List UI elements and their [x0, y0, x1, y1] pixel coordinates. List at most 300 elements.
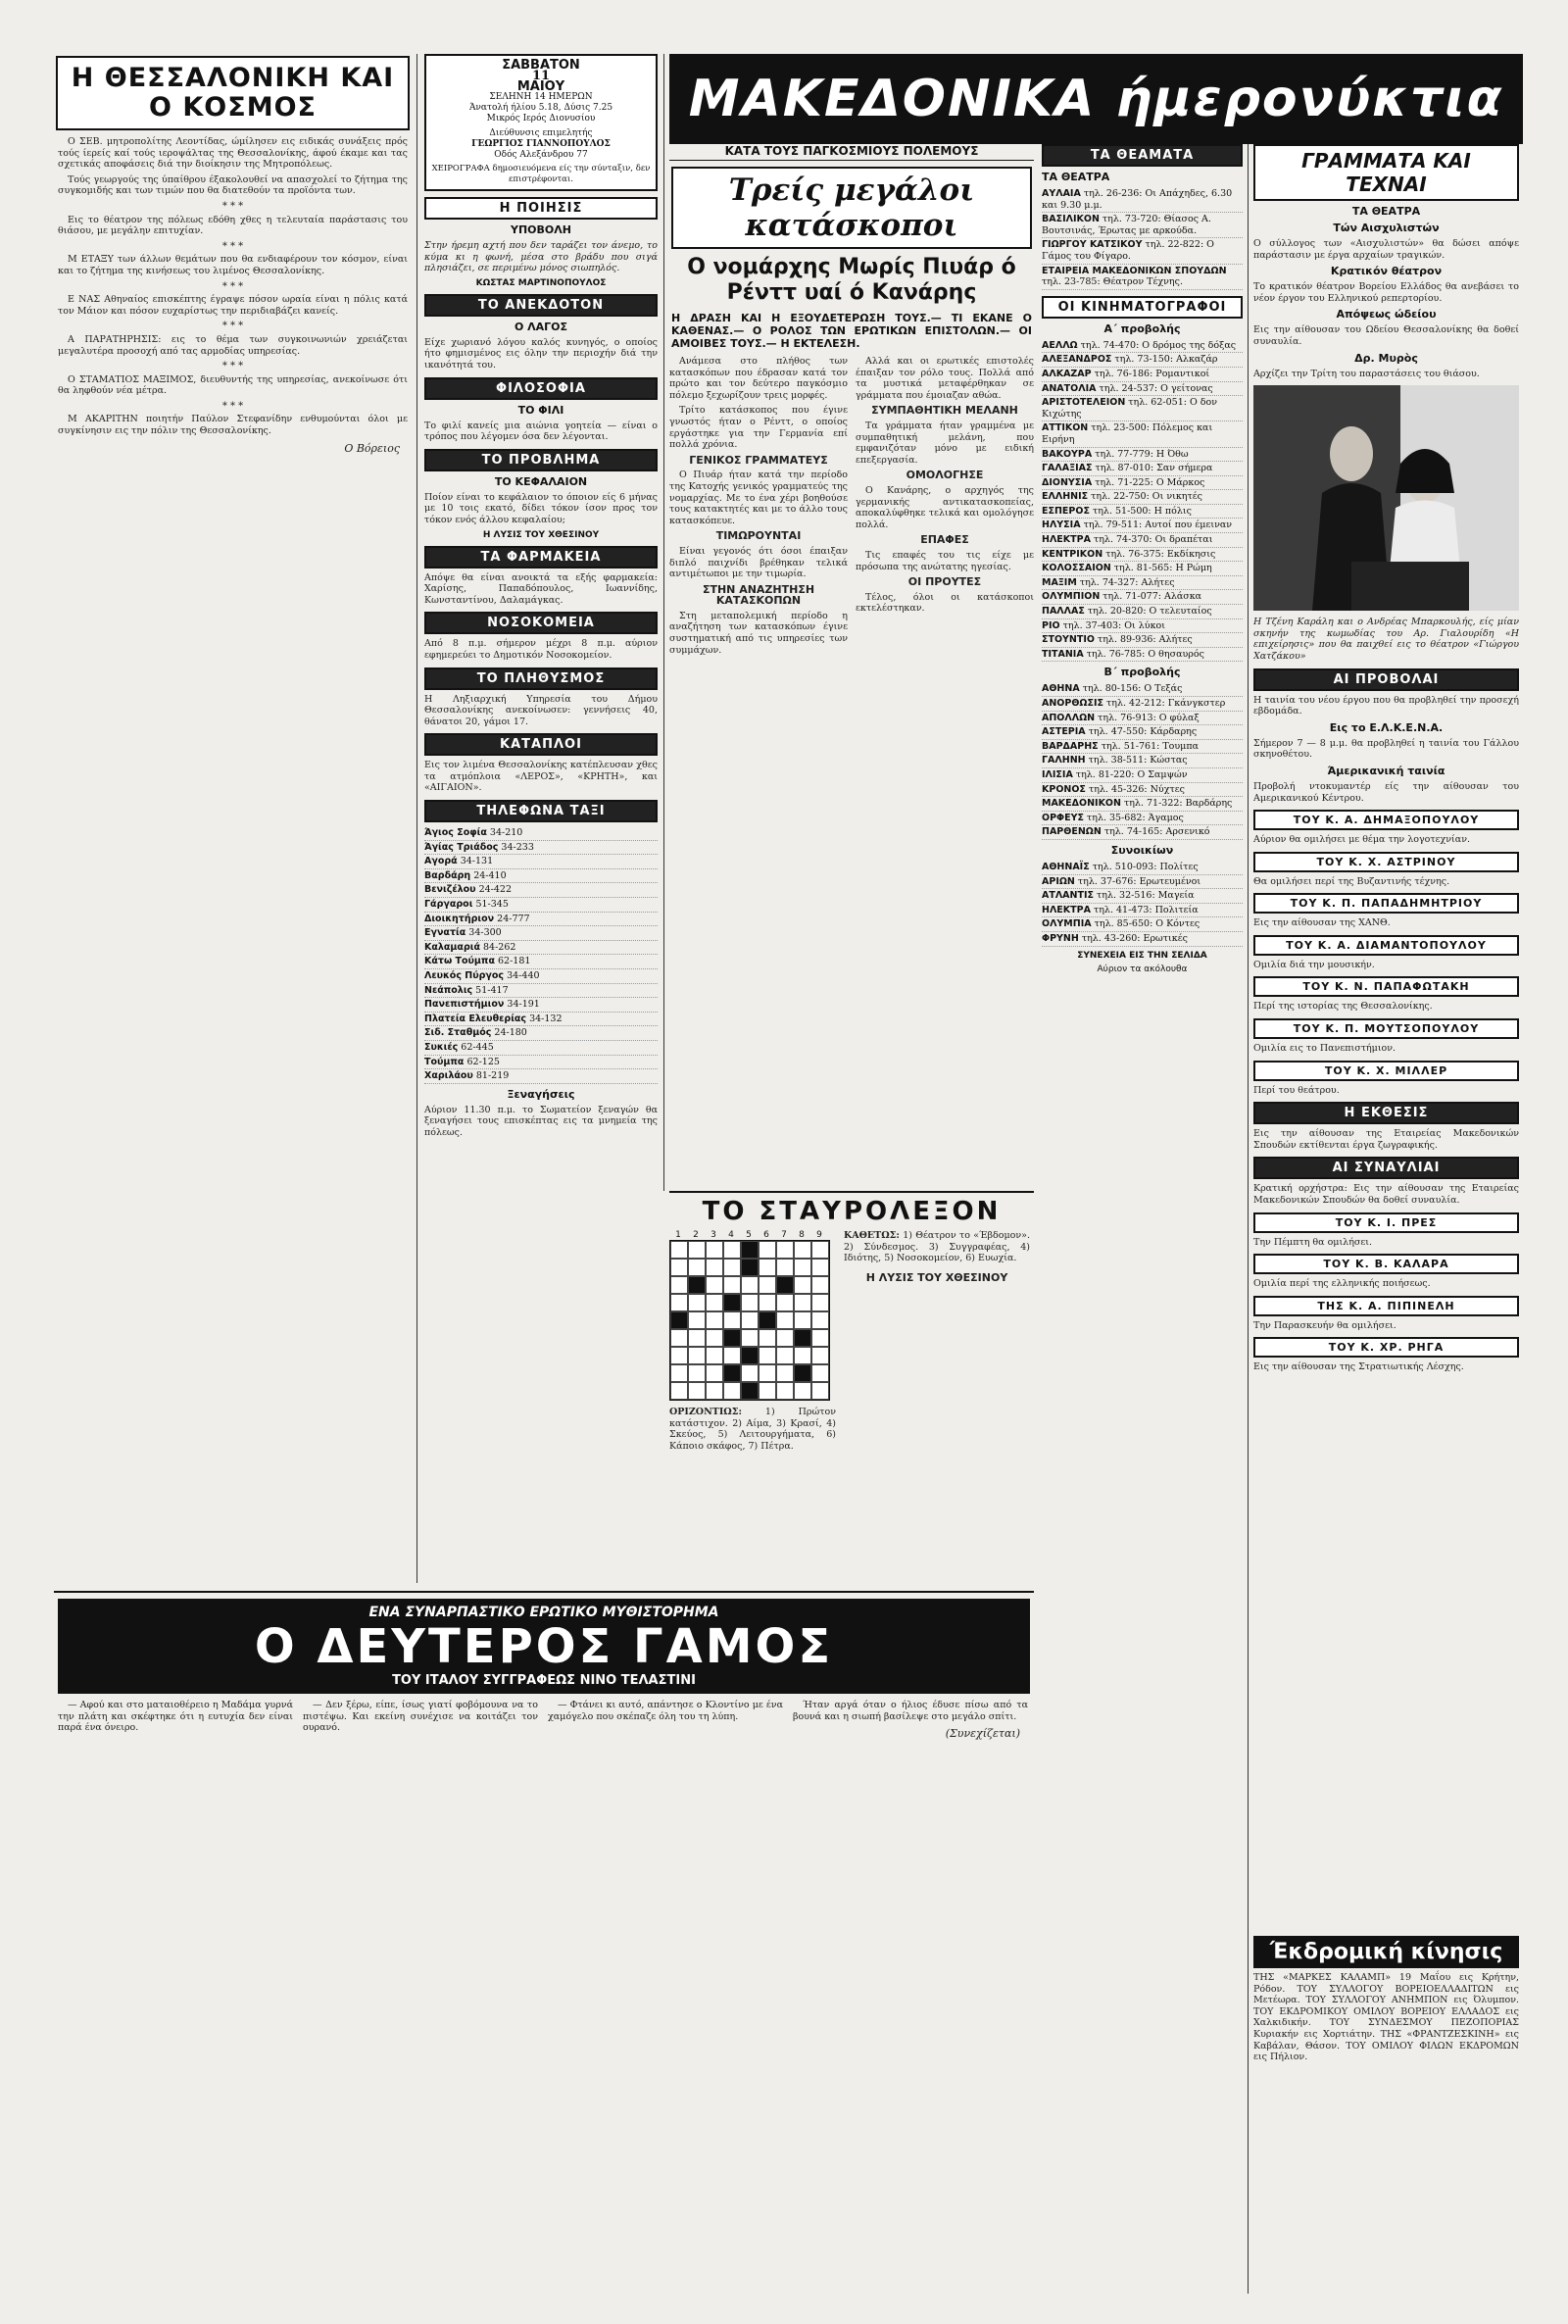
theater-entry-name: ΑΥΛΑΙΑ	[1042, 188, 1081, 199]
crossword-cell[interactable]	[670, 1382, 688, 1400]
crossword-cell[interactable]	[688, 1364, 706, 1382]
taxi-entry-info: 84-262	[479, 941, 516, 953]
crossword-cell[interactable]	[741, 1347, 759, 1364]
story-paragraph: Τις επαφές του τις είχε με πρόσωπα της ανώτατης ηγεσίας.	[856, 549, 1034, 572]
theater-entry	[1042, 238, 1243, 264]
taxi-entry-info: 24-422	[475, 884, 513, 896]
crossword-number: 7	[781, 1230, 787, 1240]
crossword-cell[interactable]	[706, 1347, 723, 1364]
taxi-entry	[424, 1013, 658, 1027]
story-paragraph: Τέλος, όλοι οι κατάσκοποι εκτελέστηκαν.	[856, 591, 1034, 615]
tomorrow-note: Αύριον τα ακόλουθα	[1097, 964, 1188, 974]
left-paragraph: Ε ΝΑΣ Αθηναίος επισκέπτης έγραψε πόσον ωραία είναι η πόλις κατά τον Μάιον και πόσον ευχαρίστως την περιδιαβάζει κανείς.	[58, 294, 408, 317]
anecdote-subtitle: Ο ΛΑΓΟΣ	[514, 320, 568, 333]
crossword-cell[interactable]	[811, 1294, 829, 1311]
photo-illustration	[1253, 385, 1519, 611]
taxi-entry-info: 34-132	[526, 1013, 563, 1024]
taxi-entry-name: Άγιος Σοφία	[424, 827, 487, 839]
taxi-entry-name: Νεάπολις	[424, 984, 473, 996]
crossword-cell[interactable]	[759, 1241, 776, 1259]
down-clues: 1) Θέατρον το «Έβδομον». 2) Σύνδεσμος. 3) Συγγραφέας, 4) Ιδιότης, 5) Νοσοκομείον, 6) Ευωχία.	[844, 1230, 1030, 1264]
taxi-entry-name: Διοικητήριον	[424, 913, 495, 924]
lectures-list-2	[1253, 1212, 1519, 1373]
crossword-cell[interactable]	[794, 1276, 811, 1294]
serial-paragraph: Ήταν αργά όταν ο ήλιος έδυσε πίσω από τα βουνά και η σιωπή βασίλεψε στο μεγάλο σπίτι.	[793, 1700, 1028, 1722]
crossword-number: 1	[675, 1230, 681, 1240]
crossword-cell[interactable]	[706, 1259, 723, 1276]
taxi-entry-info: 34-191	[504, 999, 540, 1011]
crossword-cell[interactable]	[723, 1382, 741, 1400]
taxi-entry	[424, 969, 658, 984]
crossword-cell[interactable]	[776, 1347, 794, 1364]
cinema-entry-name: ΠΑΛΛΑΣ	[1042, 606, 1085, 618]
section-taxi: ΤΗΛΕΦΩΝΑ ΤΑΞΙ	[424, 800, 658, 822]
crossword-cell[interactable]	[759, 1347, 776, 1364]
crossword-number: 9	[816, 1230, 822, 1240]
poet-name: ΚΩΣΤΑΣ ΜΑΡΤΙΝΟΠΟΥΛΟΣ	[475, 277, 607, 288]
cinema-entry-info: τηλ. 81-220: Ο Σαμψών	[1072, 768, 1188, 780]
crossword-cell[interactable]	[688, 1276, 706, 1294]
cinema-entry-info: τηλ. 510-093: Πολίτες	[1089, 861, 1199, 872]
left-paragraph: Μ ΑΚΑΡΙΤΗΝ ποιητήν Παύλον Στεφανίδην ενθυμούνται όλοι με συγκίνησιν εις την πόλιν της Θεσσαλονίκης.	[58, 414, 408, 437]
cinema-entry	[1042, 382, 1243, 397]
taxi-entry-name: Πανεπιστήμιον	[424, 999, 505, 1011]
cinema-entry-info: τηλ. 76-186: Ρομαντικοί	[1091, 368, 1210, 379]
cinema-entry-name: ΓΑΛΑΞΙΑΣ	[1042, 463, 1093, 474]
lecture-heading: ΤΟΥ Κ. ΧΡ. ΡΗΓΑ	[1253, 1337, 1519, 1358]
left-text	[54, 136, 412, 454]
story-subheading: ΣΥΜΠΑΘΗΤΙΚΗ ΜΕΛΑΝΗ	[871, 404, 1018, 418]
cinema-entry	[1042, 421, 1243, 447]
story-paragraph: Στη μεταπολεμική περίοδο η αναζήτηση των κατασκόπων έγινε συστηματική από τις υπηρεσίες των συμμάχων.	[669, 610, 848, 656]
story-column-1	[669, 356, 848, 660]
separator: * * *	[221, 361, 244, 372]
crossword-cell[interactable]	[811, 1364, 829, 1382]
crossword-cell[interactable]	[741, 1311, 759, 1329]
crossword-cell[interactable]	[811, 1259, 829, 1276]
taxi-entry-name: Συκιές	[424, 1041, 459, 1053]
crossword-cell[interactable]	[794, 1364, 811, 1382]
crossword-cell[interactable]	[706, 1364, 723, 1382]
taxi-entry	[424, 1041, 658, 1056]
cinema-entry-info: τηλ. 87-010: Σαν σήμερα	[1092, 463, 1213, 474]
story-subheading: ΟΙ ΠΡΟΥΤΕΣ	[907, 575, 982, 589]
cinema-list-second	[1042, 682, 1243, 840]
crossword-cell[interactable]	[670, 1364, 688, 1382]
poem-text: Στην ήρεμη αχτή που δεν ταράζει τον άνεμο, το κύμα κι η φωνή, μέσα στο βράδυ που σιγά πλησιάζει, σε περιμένω μόνος σιωπηλός.	[424, 240, 658, 274]
lecture-text: Την Πέμπτη θα ομιλήσει.	[1253, 1236, 1373, 1248]
cinema-entry-info: τηλ. 20-820: Ο τελευταίος	[1084, 606, 1212, 618]
taxi-entry-info: 62-125	[464, 1056, 500, 1067]
column-rule	[663, 54, 664, 1191]
lecture-heading: ΤΟΥ Κ. Π. ΜΟΥΤΣΟΠΟΥΛΟΥ	[1253, 1018, 1519, 1039]
crossword-cell[interactable]	[776, 1241, 794, 1259]
lecture-text: Την Παρασκευήν θα ομιλήσει.	[1253, 1319, 1396, 1331]
philosophy-text: Το φιλί κανείς μια αιώνια γοητεία — είναι ο τρόπος που λέγομεν όσα δεν λέγονται.	[424, 420, 658, 443]
taxi-entry-info: 34-300	[466, 927, 502, 939]
cinema-entry-name: ΜΑΚΕΔΟΝΙΚΟΝ	[1042, 798, 1121, 810]
cinema-entry-info: τηλ. 73-150: Αλκαζάρ	[1111, 354, 1218, 366]
crossword-cell[interactable]	[794, 1259, 811, 1276]
cinema-entry	[1042, 505, 1243, 519]
section-screenings: ΑΙ ΠΡΟΒΟΛΑΙ	[1253, 668, 1519, 691]
masthead	[669, 54, 1523, 144]
separator: * * *	[221, 280, 244, 292]
moon-info: ΣΕΛΗΝΗ 14 ΗΜΕΡΩΝ	[489, 92, 593, 102]
arts-heading: Εις το Ε.Λ.Κ.Ε.Ν.Α.	[1329, 720, 1444, 734]
cinema-entry-name: ΟΛΥΜΠΙΑ	[1042, 918, 1092, 930]
cinema-entry-name: ΓΑΛΗΝΗ	[1042, 755, 1086, 766]
taxi-entry-name: Λευκός Πύργος	[424, 970, 505, 981]
crossword-cell[interactable]	[688, 1294, 706, 1311]
cinema-entry-info: τηλ. 38-511: Κώστας	[1085, 755, 1188, 766]
crossword-cell[interactable]	[670, 1294, 688, 1311]
down-label: ΚΑΘΕΤΩΣ:	[844, 1230, 900, 1241]
cinema-entry	[1042, 353, 1243, 368]
separator: * * *	[221, 400, 244, 412]
crossword-cell[interactable]	[670, 1311, 688, 1329]
cinema-entry-info: τηλ. 35-682: Άγαμος	[1083, 812, 1184, 823]
taxi-entry	[424, 1069, 658, 1084]
crossword-cell[interactable]	[776, 1364, 794, 1382]
taxi-entry	[424, 869, 658, 884]
cinema-entry	[1042, 368, 1243, 382]
left-paragraph: Εις το θέατρον της πόλεως εδόθη χθες η τελευταία παράστασις του θιάσου, με μεγάλην επιτυχίαν.	[58, 214, 408, 237]
crossword-cell[interactable]	[741, 1294, 759, 1311]
crossword-cell[interactable]	[794, 1329, 811, 1347]
story-subheading: ΣΤΗΝ ΑΝΑΖΗΤΗΣΗ ΚΑΤΑΣΚΟΠΩΝ	[702, 582, 815, 608]
serial-column	[303, 1700, 538, 1746]
cinema-entry	[1042, 339, 1243, 354]
crossword-cell[interactable]	[723, 1259, 741, 1276]
crossword-cell[interactable]	[776, 1276, 794, 1294]
crossword-cell[interactable]	[776, 1311, 794, 1329]
crossword-cell[interactable]	[759, 1259, 776, 1276]
taxi-entry	[424, 984, 658, 999]
crossword-cell[interactable]	[723, 1241, 741, 1259]
cinema-entry	[1042, 519, 1243, 533]
crossword-cell[interactable]	[811, 1276, 829, 1294]
crossword-cell[interactable]	[741, 1276, 759, 1294]
taxi-entry-name: Πλατεία Ελευθερίας	[424, 1013, 527, 1024]
taxi-entry-name: Κάτω Τούμπα	[424, 956, 495, 967]
crossword-cell[interactable]	[794, 1311, 811, 1329]
crossword-cell[interactable]	[670, 1276, 688, 1294]
crossword-cell[interactable]	[811, 1382, 829, 1400]
lecture-text: Ομιλία διά την μουσικήν.	[1253, 959, 1375, 970]
story-paragraph: Ο Πιυάρ ήταν κατά την περίοδο της Κατοχής γενικός γραμματεύς της νομαρχίας. Με το ένα χέρι βοηθούσε τους κατακτητές και με το άλλο τους κατασκόπευε.	[669, 470, 848, 526]
cinema-entry-name: ΟΡΦΕΥΣ	[1042, 812, 1084, 823]
masthead-title: ΜΑΚΕΔΟΝΙΚΑ ήμερονύκτια	[688, 70, 1504, 128]
crossword-cell[interactable]	[706, 1294, 723, 1311]
cinema-entry-name: ΗΛΥΣΙΑ	[1042, 519, 1081, 531]
cinema-entry-name: ΔΙΟΝΥΣΙΑ	[1042, 476, 1093, 488]
cinema-entry-name: ΑΕΛΛΩ	[1042, 339, 1078, 351]
crossword-cell[interactable]	[723, 1294, 741, 1311]
serial-kicker: ΕΝΑ ΣΥΝΑΡΠΑΣΤΙΚΟ ΕΡΩΤΙΚΟ ΜΥΘΙΣΤΟΡΗΜΑ	[368, 1605, 719, 1620]
crossword-cell[interactable]	[741, 1382, 759, 1400]
cinema-entry-name: ΑΛΚΑΖΑΡ	[1042, 368, 1092, 379]
cinema-entry-name: ΗΛΕΚΤΡΑ	[1042, 534, 1091, 546]
cinema-entry	[1042, 462, 1243, 476]
cinema-entry-info: τηλ. 45-326: Νύχτες	[1085, 783, 1185, 795]
lecture-text: Ομιλία εις το Πανεπιστήμιον.	[1253, 1043, 1396, 1055]
sun-info: Άνατολή ήλίου 5.18, Δύσις 7.25	[468, 103, 613, 113]
cinema-entry-name: ΒΑΡΔΑΡΗΣ	[1042, 740, 1099, 752]
taxi-entry-info: 24-410	[470, 869, 507, 881]
crossword-cell[interactable]	[811, 1241, 829, 1259]
population-text: Η Ληξιαρχική Υπηρεσία του Δήμου Θεσσαλονίκης ανεκοίνωσεν: γεννήσεις 40, θάνατοι 20, γάμοι 17.	[424, 693, 658, 727]
serial-continued: (Συνεχίζεται)	[945, 1727, 1020, 1741]
cinema-entry-name: ΦΡΥΝΗ	[1042, 932, 1079, 944]
crossword-cell[interactable]	[706, 1276, 723, 1294]
taxi-entry	[424, 941, 658, 956]
excursions-title: Έκδρομική κίνησις	[1253, 1936, 1519, 1968]
story-paragraph: Ο Κανάρης, ο αρχηγός της γερμανικής αντικατασκοπείας, αποκαλύφθηκε τελικά και ομολόγησε πολλά.	[856, 484, 1034, 530]
crossword-cell[interactable]	[741, 1259, 759, 1276]
cinema-entry-info: τηλ. 37-403: Οι λύκοι	[1059, 619, 1165, 631]
story-column-2	[856, 356, 1034, 660]
crossword-cell[interactable]	[794, 1347, 811, 1364]
arts-heading: Τών Αισχυλιστών	[1333, 222, 1440, 234]
crossword-cell[interactable]	[759, 1294, 776, 1311]
cinema-entry	[1042, 797, 1243, 812]
taxi-entry-info: 34-440	[504, 970, 540, 981]
crossword-cell[interactable]	[688, 1347, 706, 1364]
crossword-area	[669, 1191, 1034, 1585]
crossword-cell[interactable]	[759, 1364, 776, 1382]
across-clues: 1) Πρώτον κατάστιχον. 2) Αίμα, 3) Κρασί, 4) Σκεύος, 5) Λειτουργήματα, 6) Κάποιο σκάφος, 7) Πέτρα.	[669, 1407, 836, 1452]
lecture-heading: ΤΟΥ Κ. Χ. ΑΣΤΡΙΝΟΥ	[1253, 852, 1519, 872]
left-paragraph: Τούς γεωργούς της ύπαίθρου έξακολουθεί να απασχολεί το ζήτημα της συγκομιδής και των τιμών που θα διατεθούν τα προϊόντα των.	[58, 173, 408, 197]
section-cinemas: ΟΙ ΚΙΝΗΜΑΤΟΓΡΑΦΟΙ	[1042, 296, 1243, 319]
crossword-cell[interactable]	[723, 1276, 741, 1294]
cinema-entry	[1042, 476, 1243, 491]
taxi-entry-name: Τούμπα	[424, 1056, 465, 1067]
cinema-entry	[1042, 590, 1243, 605]
cinema-entry-name: ΟΛΥΜΠΙΟΝ	[1042, 591, 1101, 603]
crossword-cell[interactable]	[759, 1276, 776, 1294]
taxi-entry	[424, 926, 658, 941]
crossword-cell[interactable]	[723, 1347, 741, 1364]
excursions-text: ΤΗΣ «ΜΑΡΚΕΣ ΚΑΛΑΜΠ» 19 Μαΐου εις Κρήτην, Ρόδον. ΤΟΥ ΣΥΛΛΟΓΟΥ ΒΟΡΕΙΟΕΛΛΑΔΙΤΩΝ εις Μετέωρα. ΤΟΥ ΣΥΛΛΟΓΟΥ ΑΝΗΜΠΟΝ εις Όλυμπον. ΤΟΥ ΕΚΔΡΟΜΙΚΟΥ ΟΜΙΛΟΥ ΒΟΡΕΙΟΥ ΕΛΛΑΔΟΣ εις Χαλκιδικήν. ΤΟΥ ΣΥΝΔΕΣΜΟΥ ΠΕΖΟΠΟΡΙΑΣ Κυριακήν εις Χορτιάτην. ΤΗΣ «ΦΡΑΝΤΖΕΣΚΙΝΗ» εις Καβάλαν, Θάσον. ΤΟΥ ΟΜΙΛΟΥ ΦΙΛΩΝ ΕΚΔΡΟΜΩΝ εις Πήλιον.	[1253, 1972, 1519, 2063]
cinema-entry-info: τηλ. 77-779: Η Όθω	[1092, 448, 1189, 460]
problem-text: Ποίον είναι το κεφάλαιον το όποιον είς 6 μήνας με 10 τοις εκατό, δίδει τόκον ίσον προς τον τόκον ενός άλλου κεφαλαίου;	[424, 491, 658, 525]
cinema-entry-name: ΡΙΟ	[1042, 619, 1060, 631]
problem-answer-label: Η ΛΥΣΙΣ ΤΟΥ ΧΘΕΣΙΝΟΥ	[482, 529, 600, 540]
section-anecdote: ΤΟ ΑΝΕΚΔΟΤΟΝ	[424, 294, 658, 317]
poem-title: ΥΠΟΒΟΛΗ	[511, 223, 571, 236]
crossword-cell[interactable]	[723, 1329, 741, 1347]
taxi-entry-info: 24-180	[491, 1027, 527, 1039]
cinema-entry-name: ΑΤΛΑΝΤΙΣ	[1042, 890, 1094, 902]
cinema-entry-name: ΙΛΙΣΙΑ	[1042, 768, 1073, 780]
crossword-cell[interactable]	[776, 1329, 794, 1347]
crossword-cell[interactable]	[670, 1259, 688, 1276]
theater-entry-name: ΕΤΑΙΡΕΙΑ ΜΑΚΕΔΟΝΙΚΩΝ ΣΠΟΥΔΩΝ	[1042, 265, 1227, 276]
crossword-cell[interactable]	[811, 1347, 829, 1364]
cinema-entry-info: τηλ. 47-550: Κάρδαρης	[1085, 726, 1198, 738]
cinema-entry	[1042, 725, 1243, 740]
section-pharmacies: ΤΑ ΦΑΡΜΑΚΕΙΑ	[424, 546, 658, 569]
cinema-entry-name: ΒΑΚΟΥΡΑ	[1042, 448, 1093, 460]
crossword-cell[interactable]	[741, 1329, 759, 1347]
taxi-entry	[424, 998, 658, 1013]
crossword-cell[interactable]	[670, 1329, 688, 1347]
taxi-entry-info: 34-131	[457, 856, 494, 867]
theater-photo	[1253, 385, 1519, 611]
crossword-cell[interactable]	[741, 1241, 759, 1259]
lecture-heading: ΤΟΥ Κ. Α. ΔΙΑΜΑΝΤΟΠΟΥΛΟΥ	[1253, 935, 1519, 956]
cinema-entry	[1042, 917, 1243, 932]
cinema-entry-name: ΚΟΛΟΣΣΑΙΟΝ	[1042, 563, 1111, 574]
cinema-entry-info: τηλ. 41-473: Πολιτεία	[1090, 904, 1199, 915]
crossword-cell[interactable]	[776, 1382, 794, 1400]
crossword-cell[interactable]	[776, 1294, 794, 1311]
arts-text: Το κρατικόν θέατρον Βορείου Ελλάδος θα ανεβάσει το νέον έργον του Ελληνικού ρεπερτορίου.	[1253, 281, 1519, 304]
cinema-entry-info: τηλ. 51-761: Τουμπα	[1098, 740, 1200, 752]
crossword-cell[interactable]	[688, 1311, 706, 1329]
arts-text: Σήμερον 7 — 8 μ.μ. θα προβληθεί η ταινία του Γάλλου σκηνοθέτου.	[1253, 737, 1519, 761]
cinema-entry-name: ΑΠΟΛΛΩΝ	[1042, 712, 1096, 723]
cinema-entry	[1042, 768, 1243, 783]
story-deck: Η ΔΡΑΣΗ ΚΑΙ Η ΕΞΟΥΔΕΤΕΡΩΣΗ ΤΟΥΣ.— ΤΙ ΕΚΑΝΕ Ο ΚΑΘΕΝΑΣ.— Ο ΡΟΛΟΣ ΤΩΝ ΕΡΩΤΙΚΩΝ ΕΠΙΣΤΟΛΩΝ.— ΟΙ ΑΜΟΙΒΕΣ ΤΟΥΣ.— Η ΕΚΤΕΛΕΣΗ.	[671, 312, 1032, 350]
crossword-cell[interactable]	[670, 1347, 688, 1364]
theater-entry-info: τηλ. 73-720: Θίασος Α. Βουτσινάς, Έρωτας με αρκούδα.	[1042, 214, 1211, 236]
crossword-cell[interactable]	[811, 1329, 829, 1347]
story-subheading: ΕΠΑΦΕΣ	[920, 533, 969, 547]
crossword-cell[interactable]	[670, 1241, 688, 1259]
crossword-cell[interactable]	[688, 1241, 706, 1259]
crossword-cell[interactable]	[794, 1382, 811, 1400]
taxi-entry	[424, 1056, 658, 1070]
taxi-entry-info: 51-417	[472, 984, 509, 996]
crossword-cell[interactable]	[811, 1311, 829, 1329]
cinema-entry-name: ΠΑΡΘΕΝΩΝ	[1042, 826, 1102, 838]
taxi-entry	[424, 955, 658, 969]
cinema-entry-name: ΚΕΝΤΡΙΚΟΝ	[1042, 548, 1103, 560]
taxi-list	[424, 826, 658, 1084]
taxi-entry-name: Γάργαροι	[424, 899, 473, 911]
section-arrivals: ΚΑΤΑΠΛΟΙ	[424, 733, 658, 756]
cinema-entry	[1042, 783, 1243, 798]
cinema-list-first	[1042, 339, 1243, 663]
taxi-entry-info: 81-219	[472, 1070, 510, 1082]
cinema-entry	[1042, 904, 1243, 918]
serial-author: ΤΟΥ ΙΤΑΛΟΥ ΣΥΓΓΡΑΦΕΩΣ ΝΙΝΟ ΤΕΛΑΣΤΙΝΙ	[392, 1673, 696, 1688]
crossword-number: 3	[710, 1230, 716, 1240]
problem-subtitle: ΤΟ ΚΕΦΑΛΑΙΟΝ	[494, 474, 588, 488]
crossword-across	[669, 1407, 836, 1452]
lecture-heading: ΤΟΥ Κ. Ι. ΠΡΕΣ	[1253, 1212, 1519, 1233]
story-subheading: ΓΕΝΙΚΟΣ ΓΡΑΜΜΑΤΕΥΣ	[689, 453, 828, 467]
cinema-entry-name: ΑΤΤΙΚΟΝ	[1042, 422, 1089, 434]
cinema-entry-name: ΑΘΗΝΑ	[1042, 683, 1080, 695]
crossword-cell[interactable]	[759, 1311, 776, 1329]
lecture-text: Ομιλία περί της ελληνικής ποιήσεως.	[1253, 1278, 1431, 1290]
cinema-entry-info: τηλ. 80-156: Ο Τεξάς	[1079, 683, 1183, 695]
cinema-entry	[1042, 633, 1243, 648]
crossword-cell[interactable]	[794, 1241, 811, 1259]
cinema-entry	[1042, 619, 1243, 634]
crossword-cell[interactable]	[794, 1294, 811, 1311]
crossword-cell[interactable]	[706, 1241, 723, 1259]
cinema-entry-name: ΑΡΙΩΝ	[1042, 875, 1075, 887]
crossword-cells	[669, 1240, 830, 1401]
crossword-cell[interactable]	[723, 1311, 741, 1329]
cinema-entry	[1042, 861, 1243, 875]
cinema-entry	[1042, 889, 1243, 904]
arts-text: Αρχίζει την Τρίτη του παραστάσεις του θιάσου.	[1253, 368, 1480, 379]
taxi-entry	[424, 898, 658, 913]
arts-text: Προβολή ντοκυμαντέρ είς την αίθουσαν του Αμερικανικού Κέντρου.	[1253, 780, 1519, 804]
taxi-entry	[424, 883, 658, 898]
taxi-entry-info: 62-445	[458, 1041, 494, 1053]
story-paragraph: Αλλά και οι ερωτικές επιστολές έπαιξαν τον ρόλο τους. Πολλά από τα μυστικά μεταφέρθηκαν σε γράμματα που έμοιαζαν αθώα.	[856, 356, 1034, 401]
crossword-cell[interactable]	[688, 1259, 706, 1276]
cinema-entry-info: τηλ. 32-516: Μαγεία	[1094, 890, 1195, 902]
excursions-box	[1253, 1936, 1519, 2294]
story-subhead: Ο νομάρχης Μωρίς Πιυάρ ό Ρένττ υαί ό Κανάρης	[687, 255, 1016, 305]
cinema-entry-info: τηλ. 51-500: Η πόλις	[1089, 505, 1192, 517]
arts-heading: Κρατικόν θέατρον	[1330, 265, 1443, 278]
story-paragraph: Τρίτο κατάσκοπος που έγινε γνωστός ήταν ο Ρένττ, ο οποίος εργάστηκε για την Γερμανία επί πολλά χρόνια.	[669, 405, 848, 451]
section-poetry: Η ΠΟΙΗΣΙΣ	[424, 197, 658, 220]
continued-note: ΣΥΝΕΧΕΙΑ ΕΙΣ ΤΗΝ ΣΕΛΙΔΑ	[1077, 950, 1207, 961]
theaters-column	[1042, 144, 1243, 2294]
serial-column	[548, 1700, 783, 1746]
crossword-cell[interactable]	[741, 1364, 759, 1382]
cinema-entry-info: τηλ. 76-375: Εκδίκησις	[1102, 548, 1216, 560]
arts-text: Εις την αίθουσαν της Εταιρείας Μακεδονικών Σπουδών εκτίθενται έργα ζωγραφικής.	[1253, 1128, 1519, 1151]
crossword-cell[interactable]	[706, 1329, 723, 1347]
cinema-entry-info: τηλ. 22-750: Οι νικητές	[1088, 491, 1202, 503]
lecture-heading: ΤΗΣ Κ. Α. ΠΙΠΙΝΕΛΗ	[1253, 1296, 1519, 1316]
theater-entry-info: τηλ. 22-822: Ο Γάμος του Φίγαρο.	[1042, 239, 1214, 262]
left-paragraph: Α ΠΑΡΑΤΗΡΗΣΙΣ: εις το θέμα των συγκοινωνιών χρειάζεται μεγαλυτέρα προσοχή από τας αρμοδίας υπηρεσίας.	[58, 333, 408, 357]
date-number: 11	[531, 69, 551, 83]
crossword-cell[interactable]	[688, 1329, 706, 1347]
crossword-cell[interactable]	[723, 1364, 741, 1382]
cinema-entry-name: ΕΣΠΕΡΟΣ	[1042, 505, 1090, 517]
second-run-label: Β΄ προβολής	[1103, 666, 1181, 679]
director-label: Διεύθυνσις επιμελητής	[489, 128, 593, 138]
cinema-entry	[1042, 396, 1243, 421]
cinema-entry-info: τηλ. 24-537: Ο γείτονας	[1096, 382, 1213, 394]
crossword-cell[interactable]	[706, 1382, 723, 1400]
section-population: ΤΟ ΠΛΗΘΥΣΜΟΣ	[424, 668, 658, 690]
cinema-entry-info: τηλ. 71-077: Αλάσκα	[1100, 591, 1202, 603]
crossword-cell[interactable]	[706, 1311, 723, 1329]
taxi-entry-name: Καλαμαριά	[424, 941, 480, 953]
lecture-heading: ΤΟΥ Κ. Χ. ΜΙΛΛΕΡ	[1253, 1061, 1519, 1081]
crossword-cell[interactable]	[776, 1259, 794, 1276]
crossword-cell[interactable]	[759, 1382, 776, 1400]
middle-column	[424, 54, 658, 1583]
cinema-entry	[1042, 682, 1243, 697]
crossword-cell[interactable]	[759, 1329, 776, 1347]
crossword-cell[interactable]	[688, 1382, 706, 1400]
cinema-entry	[1042, 648, 1243, 663]
lecture-heading: ΤΟΥ Κ. Π. ΠΑΠΑΔΗΜΗΤΡΙΟΥ	[1253, 893, 1519, 914]
photo-caption: Η Τζένη Καράλη και ο Ανδρέας Μπαρκουλής, είς μίαν σκηνήν της κωμωδίας του Αρ. Γιαλουρίδη «Η επιχείρησις» που θα παιχθεί εις το θέατρον «Γιώργου Χατζάκου»	[1253, 617, 1519, 662]
cinema-entry	[1042, 812, 1243, 826]
taxi-entry-info: 24-777	[494, 913, 530, 924]
crossword-number: 2	[693, 1230, 699, 1240]
cinema-entry-info: τηλ. 76-785: Ο θησαυρός	[1083, 648, 1204, 660]
solution-label: Η ΛΥΣΙΣ ΤΟΥ ΧΘΕΣΙΝΟΥ	[865, 1270, 1008, 1284]
theater-entry-name: ΒΑΣΙΛΙΚΟΝ	[1042, 214, 1100, 225]
